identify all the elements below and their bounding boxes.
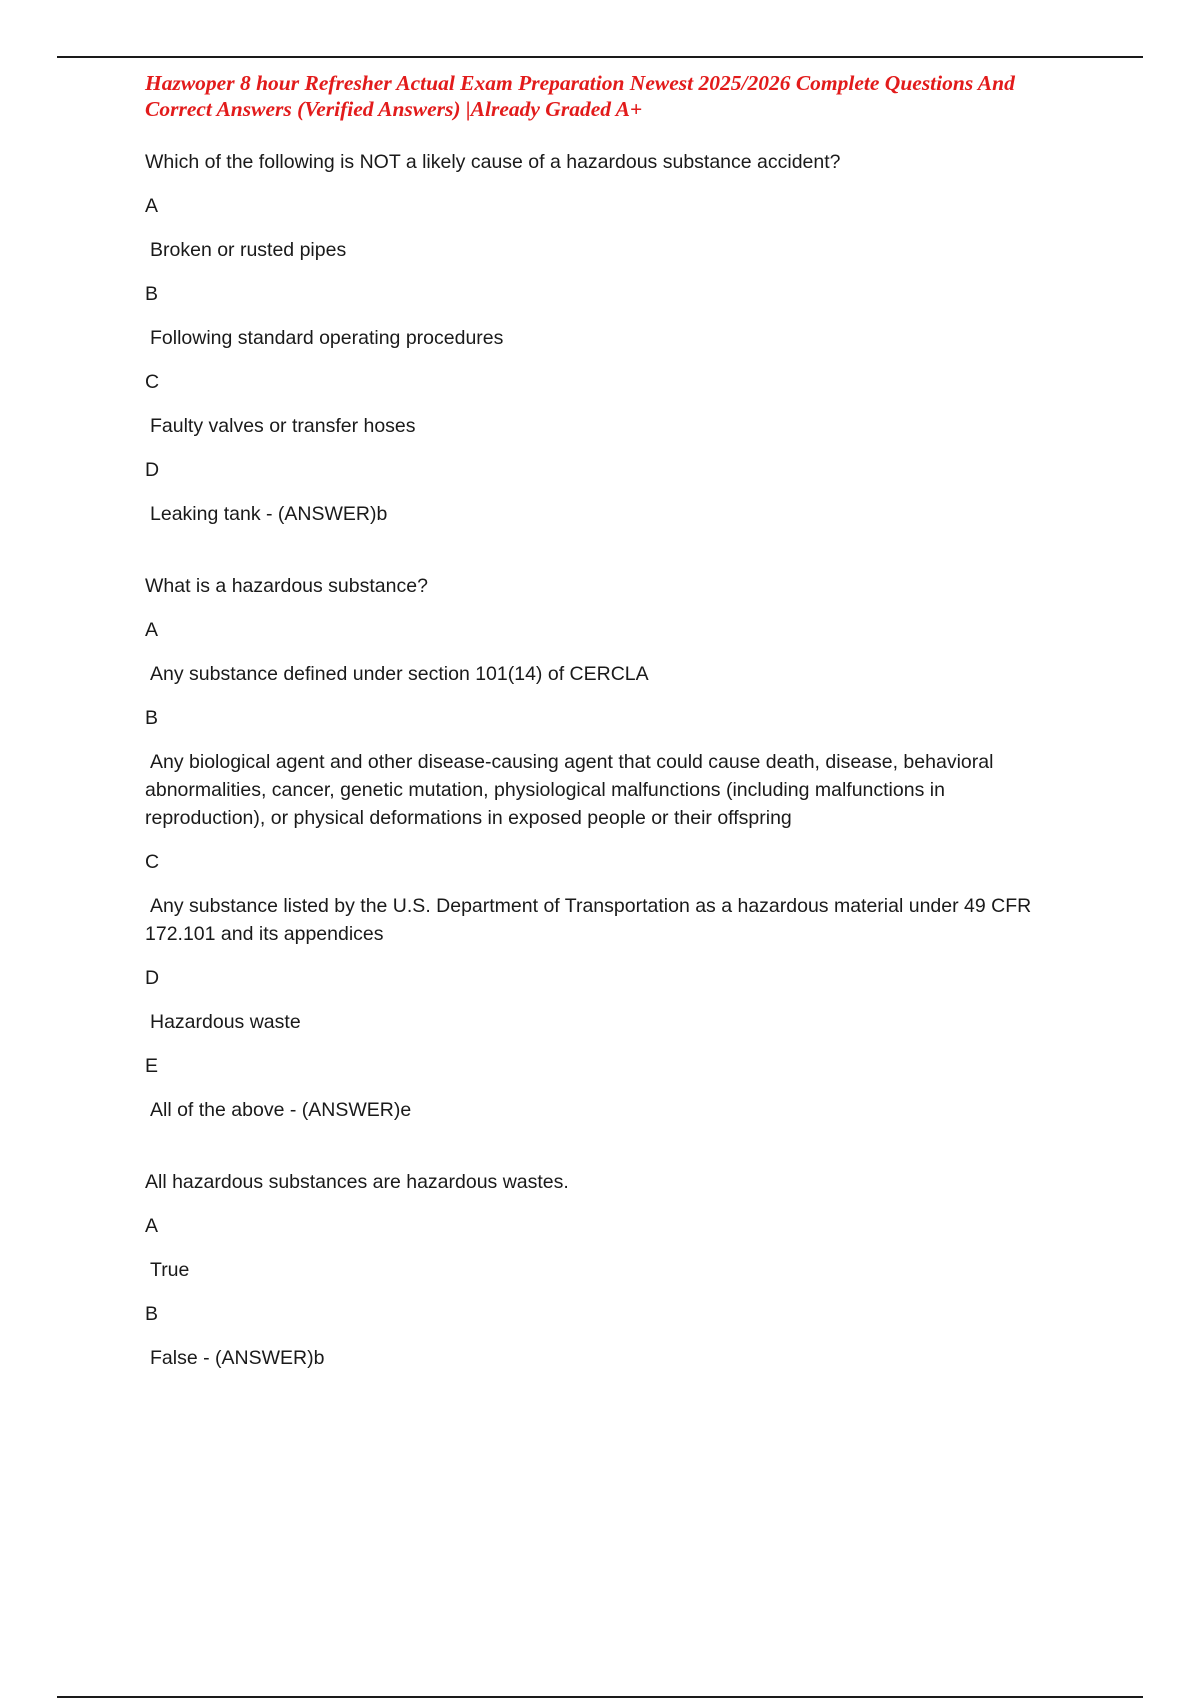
option-text: Broken or rusted pipes — [150, 239, 347, 261]
option-text: Faulty valves or transfer hoses — [150, 415, 416, 437]
header-rule — [57, 56, 1143, 58]
option-text: Any substance defined under section 101(14) of CERCLA — [150, 663, 649, 685]
question-block — [145, 148, 1065, 528]
option-letter: D — [145, 967, 160, 989]
option-text: Following standard operating procedures — [150, 327, 504, 349]
option-letter: E — [145, 1055, 159, 1077]
document-title: Hazwoper 8 hour Refresher Actual Exam Preparation Newest 2025/2026 Complete Questions And Correct Answers (Verified Answers) |Already Graded A+ — [145, 71, 1015, 121]
option-letter: A — [145, 619, 159, 641]
option-text: Any biological agent and other disease-causing agent that could cause death, disease, behavioral abnormalities, cancer, genetic mutation, physiological malfunctions (including malfunctions in reproduction), or physical deformations in exposed people or their offspring — [145, 751, 994, 829]
question-text: All hazardous substances are hazardous wastes. — [145, 1171, 569, 1193]
option-text: Any substance listed by the U.S. Department of Transportation as a hazardous material under 49 CFR 172.101 and its appendices — [145, 895, 1032, 945]
option-text: False - (ANSWER)b — [150, 1347, 325, 1369]
question-block — [145, 572, 1065, 1124]
option-letter: A — [145, 1215, 159, 1237]
footer-rule — [57, 1696, 1143, 1698]
option-letter: C — [145, 851, 160, 873]
option-letter: B — [145, 283, 159, 305]
option-letter: B — [145, 1303, 159, 1325]
page-content — [145, 70, 1065, 1416]
option-text: All of the above - (ANSWER)e — [150, 1099, 412, 1121]
option-text: Hazardous waste — [150, 1011, 301, 1033]
option-text: Leaking tank - (ANSWER)b — [150, 503, 388, 525]
option-letter: C — [145, 371, 160, 393]
option-letter: B — [145, 707, 159, 729]
option-letter: A — [145, 195, 159, 217]
option-letter: D — [145, 459, 160, 481]
question-text: Which of the following is NOT a likely cause of a hazardous substance accident? — [145, 151, 841, 173]
question-block — [145, 1168, 1065, 1372]
question-text: What is a hazardous substance? — [145, 575, 428, 597]
option-text: True — [150, 1259, 190, 1281]
